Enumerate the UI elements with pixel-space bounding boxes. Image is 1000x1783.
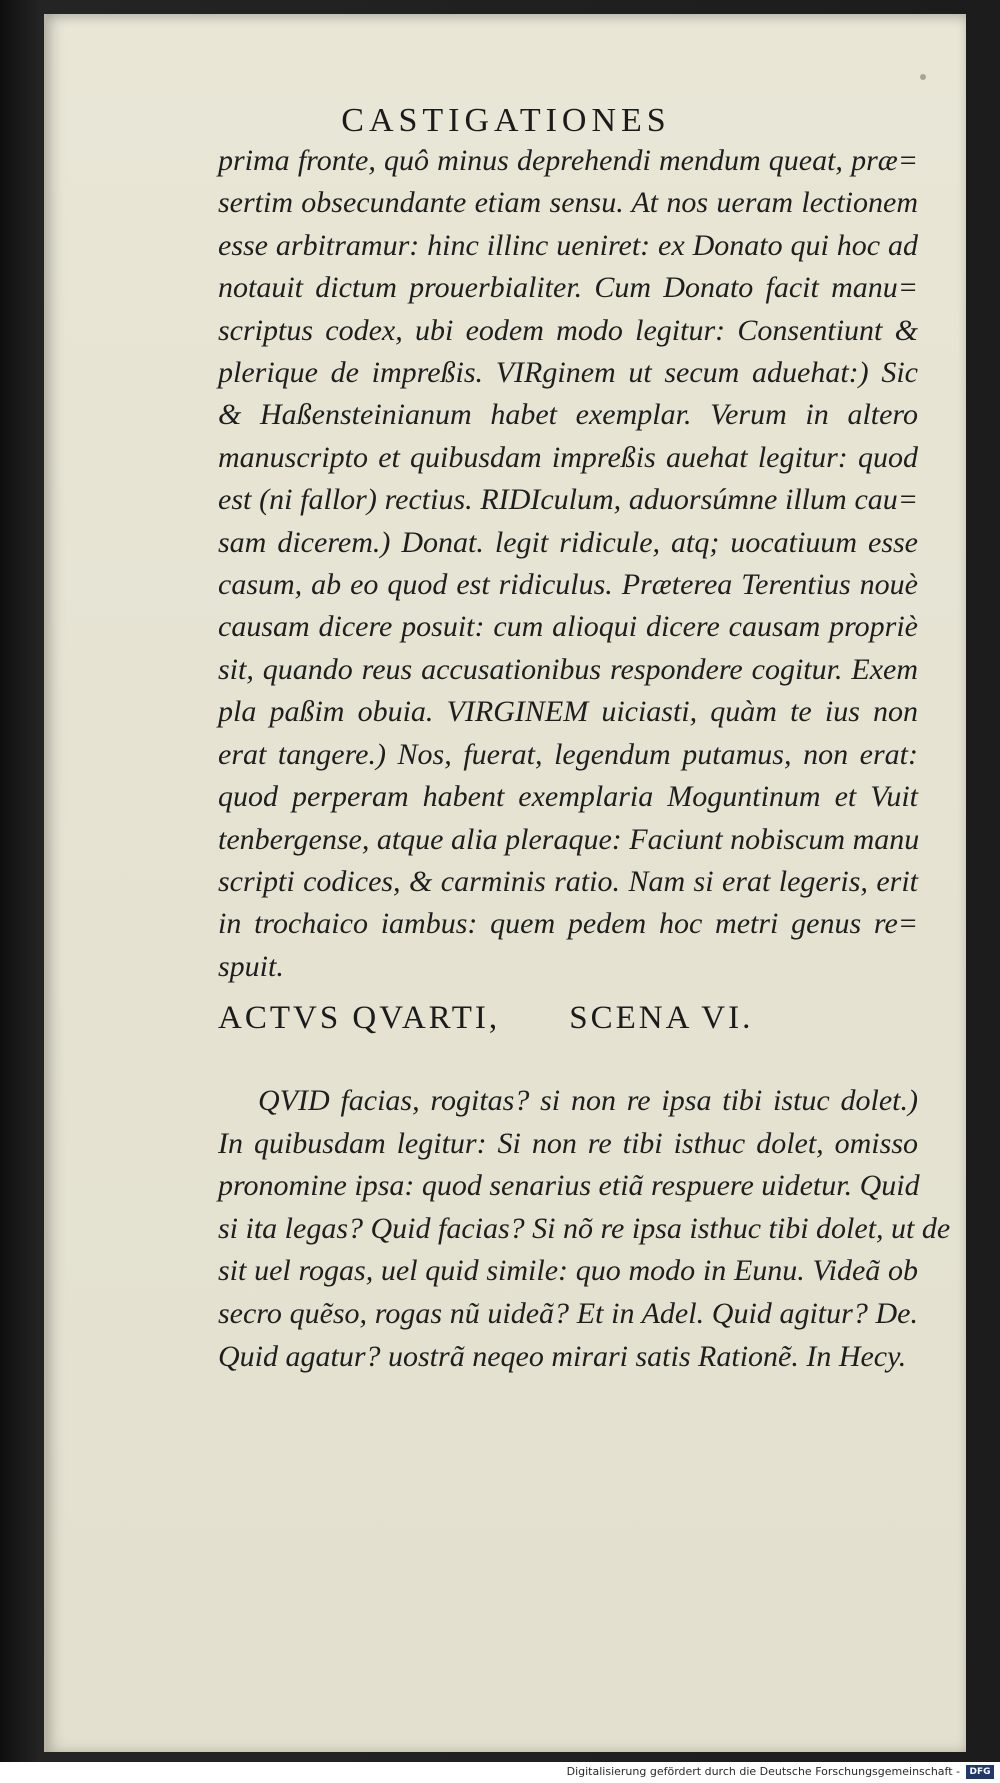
text-line: quod perperam habent exemplaria Moguntinum et Vuit	[218, 780, 918, 814]
text-line: secro quẽso, rogas nũ uideã? Et in Adel. Quid agitur? De.	[218, 1296, 918, 1330]
text-line: sit, quando reus accusationibus respondere cogitur. Exem	[218, 652, 918, 686]
running-head: CASTIGATIONES	[341, 102, 671, 139]
text-line: & Haßensteinianum habet exemplar. Verum in altero	[218, 398, 918, 432]
text-line: notauit dictum prouerbialiter. Cum Donato facit manu=	[218, 271, 918, 305]
digitization-footer	[0, 1762, 1000, 1783]
page-mark	[920, 74, 926, 80]
text-line: manuscripto et quibusdam impreßis auehat legitur: quod	[218, 440, 918, 474]
scene-commentary-text	[218, 1080, 951, 1378]
text-line: In quibusdam legitur: Si non re tibi isthuc dolet, omisso	[218, 1126, 918, 1160]
text-line: esse arbitramur: hinc illinc ueniret: ex Donato qui hoc ad	[218, 228, 918, 262]
text-line: sertim obsecundante etiam sensu. At nos ueram lectionem	[218, 186, 918, 220]
act-heading: ACTVS QVARTI,	[218, 1000, 501, 1036]
text-line: scripti codices, & carminis ratio. Nam si erat legeris, erit	[218, 864, 918, 898]
text-line: in trochaico iambus: quem pedem hoc metri genus re=	[218, 907, 918, 941]
funding-notice: Digitalisierung gefördert durch die Deutsche Forschungsgemeinschaft -	[566, 1765, 960, 1778]
text-line: QVID facias, rogitas? si non re ipsa tibi istuc dolet.)	[258, 1084, 918, 1117]
commentary-text	[218, 140, 918, 988]
text-line: causam dicere posuit: cum alioqui dicere causam propriè	[218, 610, 918, 644]
scene-heading: SCENA VI.	[569, 1000, 754, 1036]
text-line: erat tangere.) Nos, fuerat, legendum putamus, non erat:	[218, 737, 918, 771]
text-line: sit uel rogas, uel quid simile: quo modo in Eunu. Videã ob	[218, 1254, 918, 1288]
text-line: prima fronte, quô minus deprehendi mendum queat, præ=	[218, 144, 918, 177]
text-line: pronomine ipsa: quod senarius etiã respuere uidetur. Quid	[218, 1169, 920, 1203]
text-line: pla paßim obuia. VIRGINEM uiciasti, quàm te ius non	[218, 695, 918, 729]
text-line: plerique de impreßis. VIRginem ut secum aduehat:) Sic	[218, 356, 918, 390]
text-line: spuit.	[218, 949, 284, 983]
text-line: scriptus codex, ubi eodem modo legitur: Consentiunt &	[218, 313, 918, 347]
section-heading	[218, 1000, 918, 1037]
text-line: casum, ab eo quod est ridiculus. Præterea Terentius nouè	[218, 568, 918, 602]
text-line: si ita legas? Quid facias? Si nõ re ipsa isthuc tibi dolet, ut de	[218, 1211, 951, 1245]
dfg-logo: DFG	[966, 1765, 994, 1779]
text-line: sam dicerem.) Donat. legit ridicule, atq; uocatiuum esse	[218, 525, 918, 559]
text-line: Quid agatur? uostrã neqeo mirari satis Rationẽ. In Hecy.	[218, 1339, 907, 1373]
text-line: est (ni fallor) rectius. RIDIculum, aduorsúmne illum cau=	[218, 483, 918, 517]
text-line: tenbergense, atque alia pleraque: Faciunt nobiscum manu	[218, 822, 920, 856]
